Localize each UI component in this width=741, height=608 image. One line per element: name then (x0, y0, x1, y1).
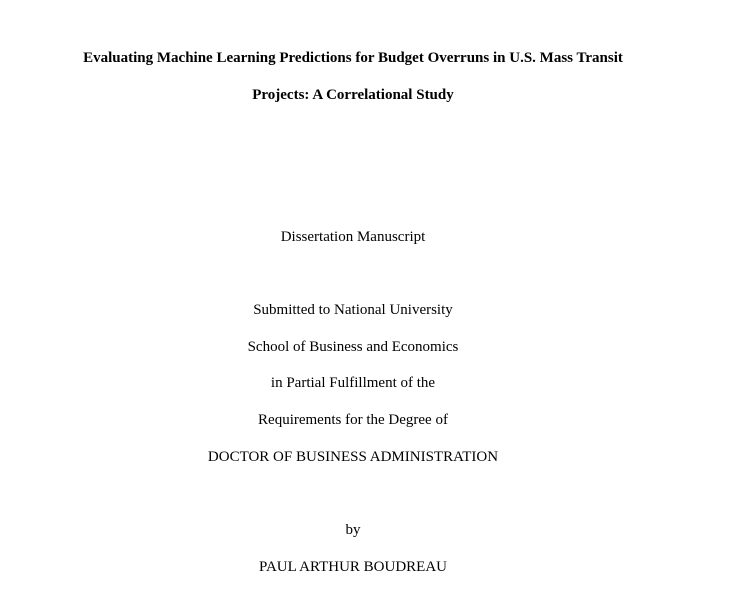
manuscript-type: Dissertation Manuscript (280, 229, 426, 245)
fulfillment-line: in Partial Fulfillment of the (270, 375, 436, 391)
submitted-to-line: Submitted to National University (253, 302, 453, 318)
author-name: PAUL ARTHUR BOUDREAU (258, 559, 447, 575)
title-line-1: Evaluating Machine Learning Predictions for Budget Overruns in U.S. Mass Transit (83, 50, 623, 66)
school-line: School of Business and Economics (247, 339, 459, 355)
requirements-line: Requirements for the Degree of (258, 412, 448, 428)
by-label: by (345, 522, 361, 538)
degree-line: DOCTOR OF BUSINESS ADMINISTRATION (207, 449, 499, 465)
title-line-2: Projects: A Correlational Study (252, 87, 454, 103)
